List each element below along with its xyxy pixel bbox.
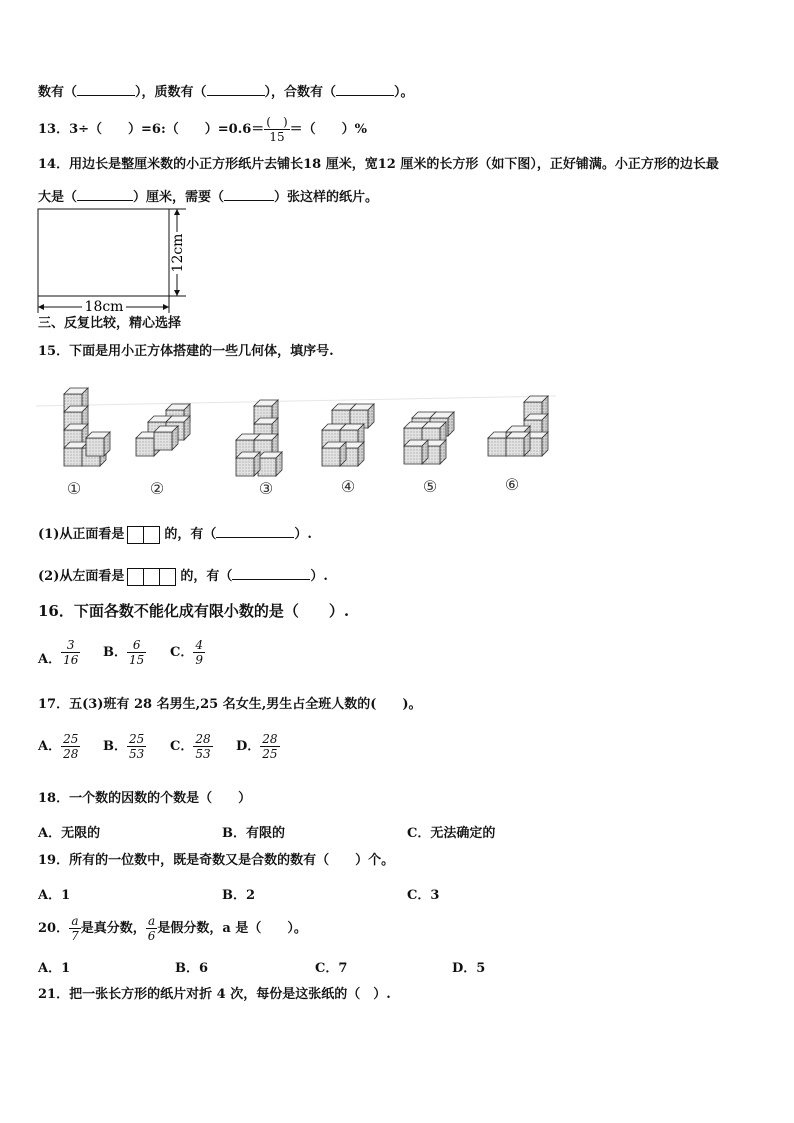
cube-figures bbox=[36, 378, 576, 506]
question-14-line2: 大是（ ）厘米，需要（ ）张这样的纸片。 bbox=[38, 190, 379, 205]
q16-option-a[interactable]: A． $\frac{3}{16}$ bbox=[38, 638, 79, 667]
blank[interactable] bbox=[232, 567, 310, 580]
label-2: ② bbox=[149, 479, 165, 498]
question-20: 20． $\frac{a}{7}$ 是真分数， $\frac{a}{6}$ 是假分数，a 是（ ）。 bbox=[38, 914, 307, 943]
q17-option-d[interactable]: D． $\frac{28}{25}$ bbox=[236, 732, 278, 761]
label-4: ④ bbox=[340, 477, 356, 496]
q12-tail: 数有（ ），质数有（ ），合数有（ ）。 bbox=[38, 85, 414, 100]
fraction-a-6: $\frac{a}{6}$ bbox=[147, 914, 156, 943]
question-15: 15．下面是用小正方体搭建的一些几何体，填序号. bbox=[38, 344, 334, 359]
figure-1 bbox=[64, 388, 110, 466]
label-5: ⑤ bbox=[422, 477, 438, 496]
section-heading: 三、反复比较，精心选择 bbox=[38, 316, 182, 331]
question-17: 17．五(3)班有 28 名男生,25 名女生,男生占全班人数的( )。 bbox=[38, 697, 422, 712]
blank[interactable] bbox=[207, 83, 265, 96]
figure-2 bbox=[136, 404, 190, 456]
q17-option-c[interactable]: C． $\frac{28}{53}$ bbox=[170, 732, 211, 761]
q19-option-c[interactable]: C．3 bbox=[407, 888, 440, 903]
blank[interactable] bbox=[224, 188, 274, 201]
q20-option-d[interactable]: D．5 bbox=[452, 961, 486, 976]
blank[interactable] bbox=[336, 83, 394, 96]
q19-option-b[interactable]: B．2 bbox=[222, 888, 256, 903]
fraction: $\frac{( )}{15}$ bbox=[266, 115, 288, 144]
label-1: ① bbox=[66, 479, 82, 498]
rectangle-figure bbox=[34, 205, 194, 317]
q18-option-a[interactable]: A．无限的 bbox=[38, 826, 101, 841]
question-13: 13．3÷（ ）=6:（ ）=0.6＝ $\frac{( )}{15}$ ＝（ ）% bbox=[38, 115, 368, 144]
question-18: 18．一个数的因数的个数是（ ） bbox=[38, 791, 252, 806]
q17-option-a[interactable]: A． $\frac{25}{28}$ bbox=[38, 732, 79, 761]
question-15-sub2: (2)从左面看是 的，有（ ）. bbox=[38, 569, 328, 584]
q18-option-b[interactable]: B．有限的 bbox=[222, 826, 285, 841]
q18-option-c[interactable]: C．无法确定的 bbox=[407, 826, 496, 841]
q19-option-a[interactable]: A．1 bbox=[38, 888, 71, 903]
fraction-a-7: $\frac{a}{7}$ bbox=[71, 914, 79, 943]
question-19: 19．所有的一位数中，既是奇数又是合数的数有（ ）个。 bbox=[38, 853, 395, 868]
blank[interactable] bbox=[216, 525, 294, 538]
figure-4 bbox=[322, 404, 374, 466]
question-21: 21．把一张长方形的纸片对折 4 次，每份是这张纸的（ ）. bbox=[38, 987, 391, 1002]
label-3: ③ bbox=[258, 479, 274, 498]
q20-option-b[interactable]: B．6 bbox=[175, 961, 209, 976]
question-16: 16．下面各数不能化成有限小数的是（ ）. bbox=[38, 602, 350, 620]
figure-5 bbox=[404, 412, 454, 464]
figure-3 bbox=[236, 400, 282, 476]
label-6: ⑥ bbox=[504, 475, 520, 494]
front-view-icon bbox=[128, 526, 160, 544]
q16-option-c[interactable]: C． $\frac{4}{9}$ bbox=[170, 638, 203, 667]
question-15-sub1: (1)从正面看是 的，有（ ）. bbox=[38, 527, 312, 542]
q17-option-b[interactable]: B． $\frac{25}{53}$ bbox=[103, 732, 145, 761]
width-label: 18cm bbox=[84, 299, 124, 315]
q20-option-a[interactable]: A．1 bbox=[38, 961, 71, 976]
blank[interactable] bbox=[77, 83, 135, 96]
blank[interactable] bbox=[77, 188, 133, 201]
q16-option-b[interactable]: B． $\frac{6}{15}$ bbox=[103, 638, 145, 667]
question-14-line1: 14．用边长是整厘米数的小正方形纸片去铺长18 厘米，宽12 厘米的长方形（如下图），正好铺满。小正方形的边长最 bbox=[38, 157, 719, 172]
q20-option-c[interactable]: C．7 bbox=[315, 961, 348, 976]
figure-6 bbox=[488, 396, 548, 456]
height-label: 12cm bbox=[170, 233, 186, 273]
left-view-icon bbox=[128, 568, 176, 586]
